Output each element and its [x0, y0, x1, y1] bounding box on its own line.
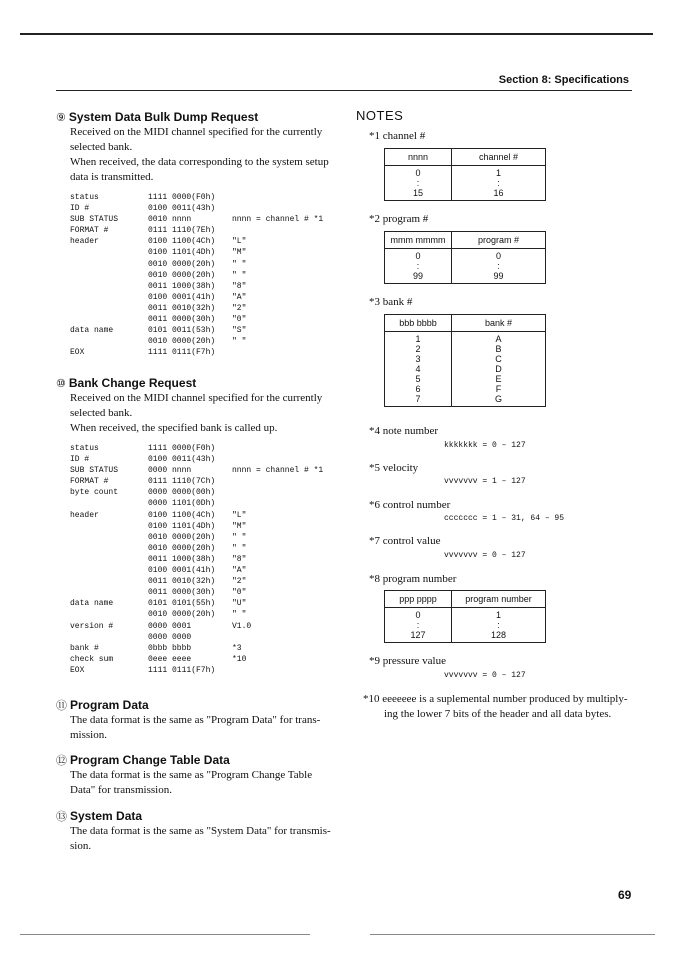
row-value: 0010 nnnn — [148, 215, 192, 225]
table-cell: 4 — [415, 364, 421, 374]
row-value: 0000 0000(00h) — [148, 488, 216, 498]
table-row — [70, 192, 323, 203]
row-comment: " " — [232, 259, 247, 269]
table-header-row — [385, 315, 545, 332]
note2-label: *2 program # — [369, 213, 429, 225]
text-line: The data format is the same as "Program Change Table — [70, 769, 313, 781]
table-cell: E — [495, 374, 502, 384]
note7-label: *7 control value — [369, 535, 441, 547]
row-comment: V1.0 — [232, 621, 252, 631]
text-line: mission. — [70, 729, 107, 741]
table-cell: 99 — [412, 271, 423, 281]
table-row — [70, 665, 323, 676]
table-row — [70, 247, 323, 258]
table-cell: 5 — [415, 374, 421, 384]
row-label — [70, 303, 148, 314]
row-label — [70, 543, 148, 554]
row-value: 0011 0000(30h) — [148, 588, 216, 598]
row-value: 0010 0000(20h) — [148, 337, 216, 347]
column-header: ppp pppp — [385, 591, 452, 607]
column-header: bank # — [484, 318, 513, 328]
row-value: 0101 0101(55h) — [148, 599, 216, 609]
row-value: 0011 0010(32h) — [148, 577, 216, 587]
text-line: selected bank. — [70, 407, 133, 419]
row-label — [70, 259, 148, 270]
table-cell: 1 — [415, 334, 421, 344]
row-value: 0000 1101(0Dh) — [148, 499, 216, 509]
note6-label: *6 control number — [369, 499, 451, 511]
row-label — [70, 314, 148, 325]
row-comment: "8" — [232, 281, 247, 291]
table-row — [70, 554, 323, 565]
row-label: EOX — [70, 665, 85, 675]
table-row — [70, 576, 323, 587]
table-cell: A — [495, 334, 502, 344]
table-cell: 128 — [490, 630, 507, 640]
sec10-title — [56, 376, 196, 390]
table-column — [452, 166, 545, 200]
sec11-title-text: Program Data — [70, 698, 149, 712]
note8-label: *8 program number — [369, 573, 457, 585]
row-label — [70, 292, 148, 303]
row-comment: " " — [232, 610, 247, 620]
column-header: bbb bbbb — [385, 315, 452, 331]
table-cell: 127 — [410, 630, 426, 640]
table-row — [70, 347, 323, 358]
row-comment: *3 — [232, 643, 242, 653]
row-value: 0011 1000(38h) — [148, 554, 216, 564]
note10-text — [363, 692, 653, 722]
table-cell: 7 — [415, 394, 421, 404]
row-label — [70, 521, 148, 532]
table-row — [70, 521, 323, 532]
table-cell: G — [494, 394, 502, 404]
table-cell: 1 — [495, 168, 501, 178]
row-value: 0011 1000(38h) — [148, 281, 216, 291]
row-value: 0100 1100(4Ch) — [148, 510, 216, 520]
table-cell: C — [495, 354, 502, 364]
text-line: The data format is the same as "Program Data" for trans- — [70, 714, 321, 726]
row-comment: "2" — [232, 303, 247, 313]
table-column — [385, 249, 452, 283]
table-column — [452, 608, 545, 642]
row-value: 0bbb bbbb — [148, 643, 192, 653]
table-column — [452, 332, 545, 406]
notes-title: NOTES — [356, 108, 404, 123]
row-label: ID # — [70, 204, 90, 214]
table-row — [70, 443, 323, 454]
row-value: 0100 0011(43h) — [148, 455, 216, 465]
sec13-description — [70, 824, 331, 854]
sec12-description — [70, 768, 312, 798]
row-label: FORMAT # — [70, 226, 109, 236]
table-body — [385, 249, 545, 283]
table-cell: B — [495, 344, 502, 354]
table-row — [70, 532, 323, 543]
table-row — [70, 214, 323, 225]
row-value: 1111 0111(F7h) — [148, 665, 216, 675]
row-label: check sum — [70, 654, 114, 664]
bottom-rule-right — [370, 934, 655, 935]
table-header-row — [385, 591, 545, 608]
row-comment: *10 — [232, 654, 247, 664]
row-label: EOX — [70, 348, 85, 358]
row-label: byte count — [70, 488, 119, 498]
text-line: *10 eeeeeee is a suplemental number produced by multiply- — [363, 693, 628, 705]
table-column — [385, 608, 452, 642]
row-value: 1111 0000(F0h) — [148, 193, 216, 202]
table-row — [70, 621, 323, 632]
note9-formula: vvvvvvv = 0 – 127 — [444, 671, 526, 680]
row-comment: "M" — [232, 248, 247, 258]
column-header: program number — [465, 594, 532, 604]
row-value: 0010 0000(20h) — [148, 543, 216, 553]
row-value: 0010 0000(20h) — [148, 610, 216, 620]
table-row — [70, 270, 323, 281]
row-comment: nnnn = channel # *1 — [232, 466, 324, 476]
text-line: Received on the MIDI channel specified for the currently — [70, 392, 323, 404]
note8-table — [384, 590, 546, 643]
text-line: ing the lower 7 bits of the header and all data bytes. — [384, 708, 612, 720]
table-header-row — [385, 232, 545, 249]
text-line: selected bank. — [70, 141, 133, 153]
table-row — [70, 465, 323, 476]
row-label: SUB STATUS — [70, 466, 119, 476]
note9-label: *9 pressure value — [369, 655, 446, 667]
note5-formula: vvvvvvv = 1 – 127 — [444, 477, 526, 486]
row-comment: "M" — [232, 521, 247, 531]
row-comment: " " — [232, 532, 247, 542]
table-row — [70, 565, 323, 576]
note3-label: *3 bank # — [369, 296, 413, 308]
table-column — [452, 249, 545, 283]
sec13-number: ⑬ — [56, 811, 67, 823]
row-value: 1111 0111(F7h) — [148, 348, 216, 358]
row-comment: nnnn = channel # *1 — [232, 215, 324, 225]
table-row — [70, 654, 323, 665]
note5-label: *5 velocity — [369, 462, 419, 474]
row-label: status — [70, 193, 99, 202]
column-header: channel # — [478, 152, 519, 162]
row-label: bank # — [70, 643, 99, 653]
row-label: header — [70, 237, 99, 247]
row-value: 0eee eeee — [148, 654, 192, 664]
table-body — [385, 608, 545, 642]
row-label: FORMAT # — [70, 477, 109, 487]
table-row — [70, 336, 323, 347]
table-row — [70, 598, 323, 609]
table-row — [70, 543, 323, 554]
table-row — [70, 632, 323, 643]
row-label: header — [70, 510, 99, 520]
sec12-title-text: Program Change Table Data — [70, 753, 230, 767]
row-label: SUB STATUS — [70, 215, 119, 225]
table-row — [70, 498, 323, 509]
row-comment: " " — [232, 543, 247, 553]
sec9-number: ⑨ — [56, 112, 66, 124]
table-header-row — [385, 149, 545, 166]
table-row — [70, 510, 323, 521]
column-header: program # — [477, 235, 520, 245]
row-comment: "A" — [232, 292, 247, 302]
note6-formula: ccccccc = 1 – 31, 64 – 95 — [444, 514, 565, 523]
table-row — [70, 303, 323, 314]
table-column — [385, 166, 452, 200]
table-row — [70, 325, 323, 336]
sec10-number: ⑩ — [56, 378, 66, 390]
table-body — [385, 332, 545, 406]
table-cell: 2 — [415, 344, 421, 354]
row-label: data name — [70, 599, 114, 609]
row-comment: "L" — [232, 237, 247, 247]
table-cell: 3 — [415, 354, 421, 364]
table-cell: : — [497, 261, 500, 271]
note4-formula: kkkkkkk = 0 – 127 — [444, 441, 526, 450]
row-label — [70, 336, 148, 347]
sec12-number: ⑫ — [56, 755, 67, 767]
sec13-title-text: System Data — [70, 809, 143, 823]
row-value: 0100 1100(4Ch) — [148, 237, 216, 247]
row-label — [70, 587, 148, 598]
top-rule — [20, 33, 653, 35]
row-value: 0101 0011(53h) — [148, 326, 216, 336]
row-comment: " " — [232, 270, 247, 280]
row-label: status — [70, 444, 99, 453]
row-comment: "U" — [232, 599, 247, 609]
note2-table — [384, 231, 546, 284]
table-cell: 16 — [493, 188, 504, 198]
table-cell: 0 — [415, 610, 421, 620]
row-label — [70, 576, 148, 587]
text-line: Received on the MIDI channel specified for the currently — [70, 126, 323, 138]
note4-label: *4 note number — [369, 425, 439, 437]
bottom-rule-left — [20, 934, 310, 935]
table-body — [385, 166, 545, 200]
row-value: 0011 0010(32h) — [148, 303, 216, 313]
row-label — [70, 565, 148, 576]
table-row — [70, 314, 323, 325]
row-label: version # — [70, 621, 114, 631]
note3-table — [384, 314, 546, 407]
table-row — [70, 203, 323, 214]
table-cell: 15 — [412, 188, 423, 198]
row-value: 0000 0001 — [148, 621, 192, 631]
table-column — [385, 332, 452, 406]
row-comment: "0" — [232, 315, 247, 325]
row-comment: "2" — [232, 577, 247, 587]
row-value: 0011 0000(30h) — [148, 315, 216, 325]
table-row — [70, 281, 323, 292]
table-row — [70, 236, 323, 247]
table-cell: 1 — [495, 610, 501, 620]
row-value: 1111 0000(F0h) — [148, 444, 216, 453]
table-cell: D — [495, 364, 502, 374]
section-header: Section 8: Specifications — [498, 74, 629, 86]
column-header: nnnn — [385, 149, 452, 165]
table-row — [70, 259, 323, 270]
table-cell: 0 — [415, 251, 421, 261]
row-label — [70, 609, 148, 620]
row-value: 0100 0001(41h) — [148, 292, 216, 302]
text-line: The data format is the same as "System Data" for transmis- — [70, 825, 331, 837]
text-line: sion. — [70, 840, 92, 852]
note1-label: *1 channel # — [369, 130, 426, 142]
row-comment: "L" — [232, 510, 247, 520]
text-line: Data" for transmission. — [70, 784, 172, 796]
row-value: 0100 0001(41h) — [148, 566, 216, 576]
sec9-description — [70, 125, 329, 185]
table-row — [70, 454, 323, 465]
row-comment: "8" — [232, 554, 247, 564]
sec10-title-text: Bank Change Request — [68, 376, 197, 390]
row-label — [70, 281, 148, 292]
row-value: 0010 0000(20h) — [148, 270, 216, 280]
sec11-number: ⑪ — [56, 700, 67, 712]
sec11-description — [70, 713, 320, 743]
row-value: 0100 1101(4Dh) — [148, 248, 216, 258]
row-label: ID # — [70, 455, 90, 465]
page-number: 69 — [618, 888, 632, 902]
row-label — [70, 632, 148, 643]
row-value: 0000 0000 — [148, 632, 192, 642]
table-cell: 99 — [493, 271, 504, 281]
row-comment: " " — [232, 337, 247, 347]
text-line: When received, the data corresponding to the system setup — [70, 156, 329, 168]
row-label — [70, 554, 148, 565]
table-row — [70, 476, 323, 487]
sec9-title — [56, 110, 258, 124]
row-comment: "A" — [232, 566, 247, 576]
table-row — [70, 292, 323, 303]
table-row — [70, 487, 323, 498]
sec10-description — [70, 391, 322, 436]
note1-table — [384, 148, 546, 201]
row-label — [70, 498, 148, 509]
row-value: 0100 1101(4Dh) — [148, 521, 216, 531]
table-cell: : — [416, 261, 420, 271]
row-comment: "S" — [232, 326, 247, 336]
table-row — [70, 609, 323, 620]
table-cell: : — [416, 178, 420, 188]
row-value: 0100 0011(43h) — [148, 204, 216, 214]
table-cell: : — [416, 620, 420, 630]
sec11-title — [56, 697, 149, 713]
row-value: 0010 0000(20h) — [148, 259, 216, 269]
header-rule — [56, 90, 632, 91]
sec9-title-text: System Data Bulk Dump Request — [68, 110, 259, 124]
row-label — [70, 247, 148, 258]
row-value: 0010 0000(20h) — [148, 532, 216, 542]
row-label: data name — [70, 326, 114, 336]
note7-formula: vvvvvvv = 0 – 127 — [444, 551, 526, 560]
table-cell: 0 — [415, 168, 421, 178]
table-cell: 6 — [415, 384, 421, 394]
sec13-title — [56, 808, 142, 824]
text-line: data is transmitted. — [70, 171, 154, 183]
sec9-message-table — [70, 192, 323, 358]
table-row — [70, 643, 323, 654]
table-cell: 0 — [495, 251, 501, 261]
table-row — [70, 587, 323, 598]
sec10-message-table — [70, 443, 323, 676]
sec12-title — [56, 752, 230, 768]
table-cell: : — [497, 620, 500, 630]
row-label — [70, 532, 148, 543]
table-cell: : — [497, 178, 500, 188]
row-label — [70, 270, 148, 281]
row-value: 0111 1110(7Ch) — [148, 477, 216, 487]
row-value: 0111 1110(7Eh) — [148, 226, 216, 236]
row-comment: "0" — [232, 588, 247, 598]
text-line: When received, the specified bank is called up. — [70, 422, 278, 434]
row-value: 0000 nnnn — [148, 466, 192, 476]
table-row — [70, 225, 323, 236]
table-cell: F — [495, 384, 502, 394]
column-header: mmm mmmm — [385, 232, 452, 248]
